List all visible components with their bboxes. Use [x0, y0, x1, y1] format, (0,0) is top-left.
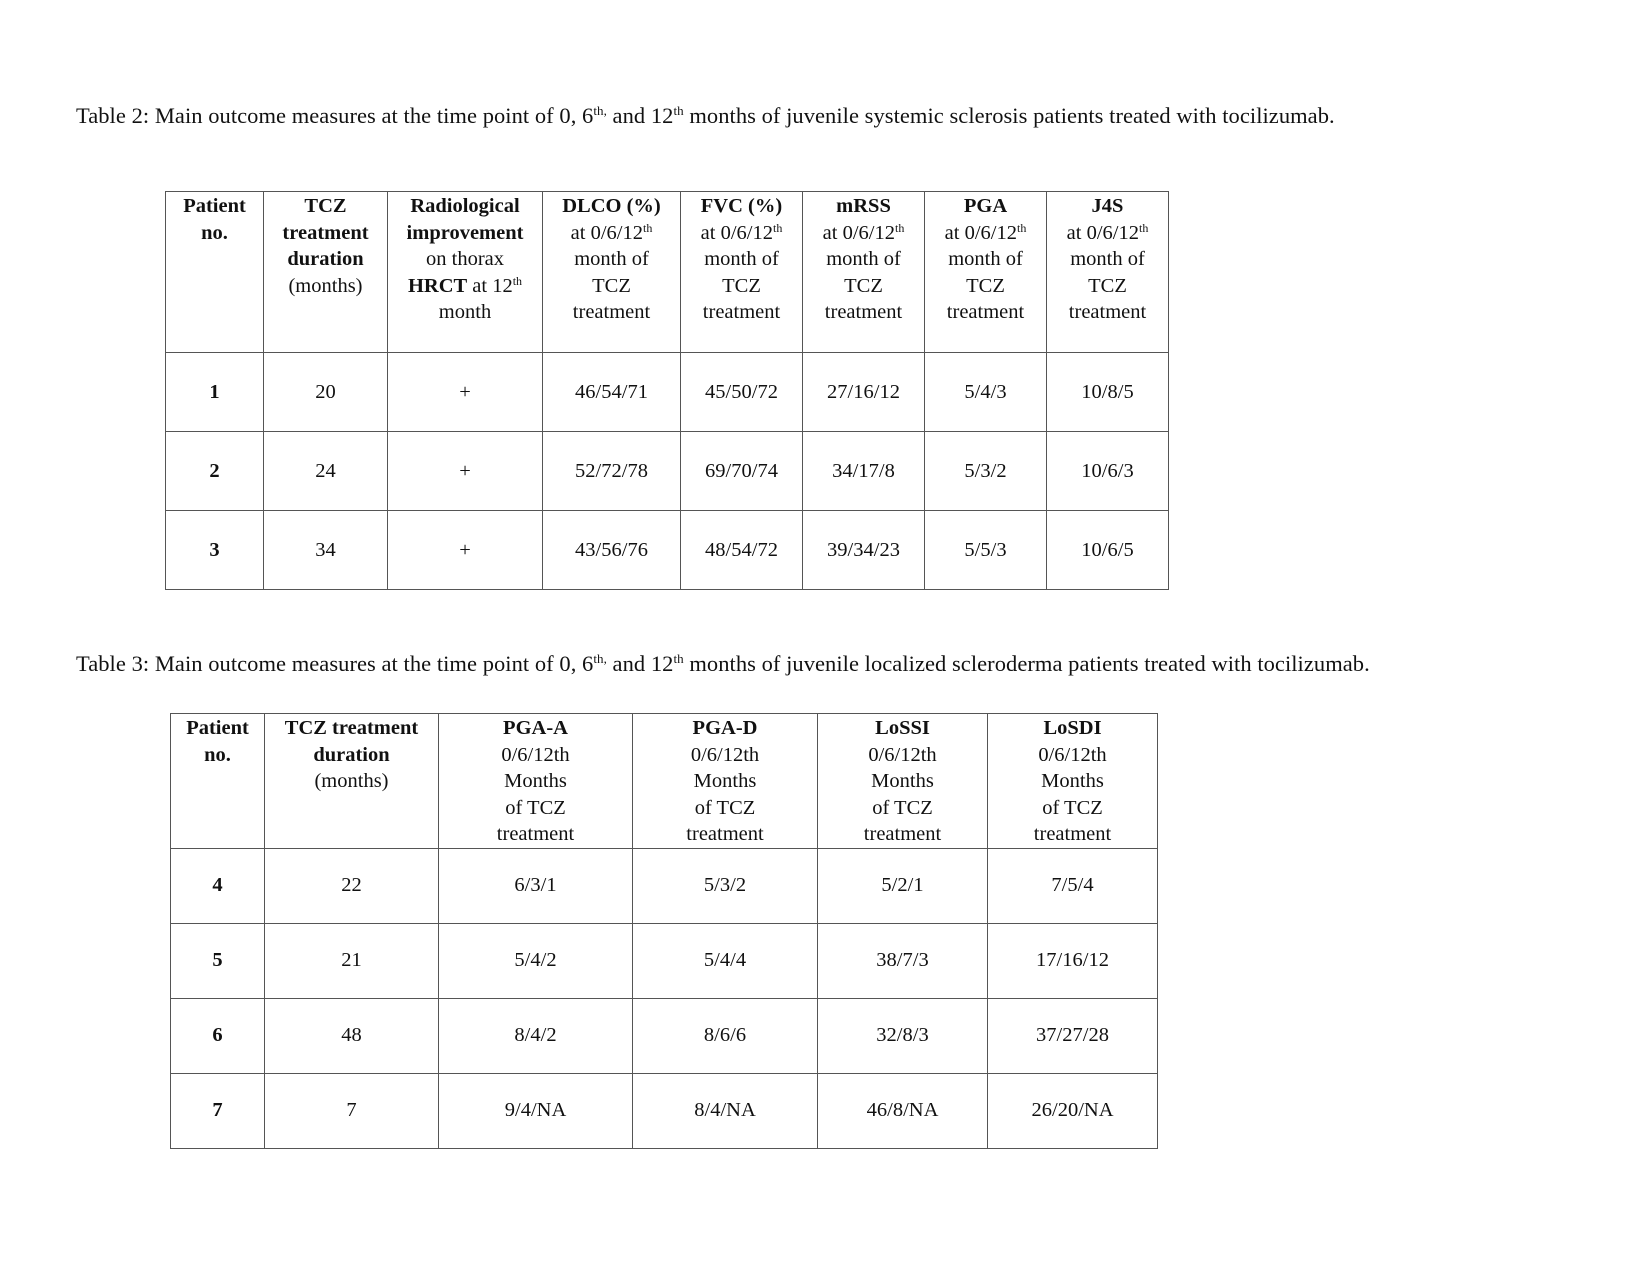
header-text: TCZ treatment [284, 717, 419, 739]
header-text: at 0/6/12 [822, 221, 895, 244]
cell-pga-a: 6/3/1 [439, 848, 633, 923]
header-radiological-improvement [388, 192, 543, 353]
header-text: at 0/6/12 [570, 221, 643, 244]
cell-losdi: 17/16/12 [988, 923, 1158, 998]
header-lossi [818, 714, 988, 849]
cell-tcz: 7 [265, 1073, 439, 1148]
cell-mrss: 39/34/23 [803, 511, 925, 590]
caption-text: months of juvenile systemic sclerosis patients treated with tocilizumab. [683, 103, 1335, 128]
table-row [171, 923, 1158, 998]
header-text: at 0/6/12 [1066, 221, 1139, 244]
header-tcz-duration [264, 192, 388, 353]
header-j4s [1047, 192, 1169, 353]
table-row [171, 998, 1158, 1073]
cell-dlco: 43/56/76 [543, 511, 681, 590]
header-text: th [772, 220, 783, 235]
cell-tcz: 22 [265, 848, 439, 923]
cell-radio: + [388, 432, 543, 511]
header-text: at 0/6/12 [700, 221, 773, 244]
header-text: LoSSI [875, 717, 930, 739]
header-text: duration [313, 743, 390, 766]
header-text: Patient [186, 717, 249, 739]
cell-patient: 3 [166, 511, 264, 590]
cell-pga: 5/3/2 [925, 432, 1047, 511]
table2-caption [76, 103, 1335, 129]
header-text: Months [1041, 770, 1104, 792]
header-text: duration [287, 248, 364, 270]
header-text: FVC (%) [700, 195, 783, 217]
table-row [166, 511, 1169, 590]
cell-tcz: 48 [265, 998, 439, 1073]
header-text: of TCZ [505, 796, 566, 819]
header-pga [925, 192, 1047, 353]
header-text: month of [826, 248, 901, 270]
header-text: PGA [963, 195, 1008, 217]
cell-pga-d: 8/4/NA [633, 1073, 818, 1148]
header-text: mRSS [836, 195, 891, 217]
header-text: month of [574, 248, 649, 270]
header-text: of TCZ [872, 796, 933, 819]
header-text: TCZ [844, 274, 883, 297]
caption-superscript: th, [593, 103, 607, 118]
table3-header-row [171, 714, 1158, 849]
cell-losdi: 37/27/28 [988, 998, 1158, 1073]
header-text: PGA-A [503, 717, 568, 739]
header-text: no. [201, 221, 228, 244]
header-text: 0/6/12th [501, 743, 570, 766]
header-text: Patient [183, 195, 246, 217]
header-text: (months) [288, 274, 363, 297]
header-text: (months) [314, 770, 389, 792]
caption-text: and 12 [606, 103, 674, 128]
cell-pga: 5/5/3 [925, 511, 1047, 590]
header-text: month of [704, 248, 779, 270]
header-text: treatment [1068, 301, 1147, 323]
header-text: Months [871, 770, 934, 792]
header-text: th [1138, 220, 1149, 235]
header-text: TCZ [592, 274, 631, 297]
table-row [171, 1073, 1158, 1148]
header-text: th [1016, 220, 1027, 235]
header-text: at 12 [467, 274, 513, 297]
cell-tcz: 20 [264, 353, 388, 432]
header-text: TCZ [966, 274, 1005, 297]
header-text: DLCO (%) [562, 195, 661, 217]
cell-tcz: 21 [265, 923, 439, 998]
cell-patient: 1 [166, 353, 264, 432]
caption-text: Table 3: Main outcome measures at the time point of 0, 6 [76, 651, 594, 676]
header-text: month [438, 301, 492, 323]
header-text: 0/6/12th [868, 743, 937, 766]
cell-pga-d: 5/3/2 [633, 848, 818, 923]
cell-patient: 2 [166, 432, 264, 511]
header-dlco [543, 192, 681, 353]
cell-fvc: 69/70/74 [681, 432, 803, 511]
header-text: month of [1070, 248, 1145, 270]
table3-caption [76, 651, 1370, 677]
header-text: of TCZ [1042, 796, 1103, 819]
header-text: 0/6/12th [1038, 743, 1107, 766]
header-fvc [681, 192, 803, 353]
cell-fvc: 48/54/72 [681, 511, 803, 590]
header-text: th [512, 273, 523, 288]
header-text: Radiological [410, 195, 520, 217]
cell-losdi: 7/5/4 [988, 848, 1158, 923]
cell-tcz: 34 [264, 511, 388, 590]
caption-superscript: th [673, 651, 684, 666]
caption-superscript: th [673, 103, 684, 118]
header-text: PGA-D [692, 717, 758, 739]
header-text: 0/6/12th [690, 743, 760, 766]
cell-patient: 6 [171, 998, 265, 1073]
cell-pga: 5/4/3 [925, 353, 1047, 432]
caption-text: and 12 [606, 651, 674, 676]
header-text: TCZ [722, 274, 761, 297]
cell-mrss: 34/17/8 [803, 432, 925, 511]
cell-lossi: 46/8/NA [818, 1073, 988, 1148]
table2-header-row [166, 192, 1169, 353]
header-patient-no [166, 192, 264, 353]
caption-superscript: th, [593, 651, 607, 666]
table-row [166, 353, 1169, 432]
cell-dlco: 52/72/78 [543, 432, 681, 511]
caption-text: Table 2: Main outcome measures at the time point of 0, 6 [76, 103, 594, 128]
header-losdi [988, 714, 1158, 849]
header-text: of TCZ [694, 796, 756, 819]
header-text: Months [693, 770, 757, 792]
header-text: th [642, 220, 653, 235]
header-mrss [803, 192, 925, 353]
table-row [171, 848, 1158, 923]
header-text: th [894, 220, 905, 235]
header-tcz-duration [265, 714, 439, 849]
cell-fvc: 45/50/72 [681, 353, 803, 432]
cell-pga-d: 5/4/4 [633, 923, 818, 998]
header-text: on thorax [426, 248, 504, 270]
cell-pga-a: 5/4/2 [439, 923, 633, 998]
cell-j4s: 10/8/5 [1047, 353, 1169, 432]
cell-tcz: 24 [264, 432, 388, 511]
header-text: HRCT [407, 274, 468, 297]
cell-losdi: 26/20/NA [988, 1073, 1158, 1148]
header-text: at 0/6/12 [944, 221, 1017, 244]
cell-dlco: 46/54/71 [543, 353, 681, 432]
header-pga-d [633, 714, 818, 849]
header-text: treatment [496, 823, 575, 845]
header-text: treatment [863, 823, 942, 845]
cell-patient: 4 [171, 848, 265, 923]
header-text: treatment [1033, 823, 1112, 845]
cell-j4s: 10/6/3 [1047, 432, 1169, 511]
header-text: treatment [282, 221, 369, 244]
header-text: improvement [406, 221, 524, 244]
cell-pga-a: 9/4/NA [439, 1073, 633, 1148]
cell-j4s: 10/6/5 [1047, 511, 1169, 590]
header-pga-a [439, 714, 633, 849]
cell-patient: 5 [171, 923, 265, 998]
header-text: LoSDI [1043, 717, 1102, 739]
header-text: treatment [824, 301, 903, 323]
cell-radio: + [388, 511, 543, 590]
cell-mrss: 27/16/12 [803, 353, 925, 432]
table3-localized-scleroderma [170, 713, 1158, 1149]
cell-radio: + [388, 353, 543, 432]
cell-pga-d: 8/6/6 [633, 998, 818, 1073]
header-text: treatment [686, 823, 764, 845]
header-patient-no [171, 714, 265, 849]
cell-patient: 7 [171, 1073, 265, 1148]
cell-lossi: 38/7/3 [818, 923, 988, 998]
header-text: month of [948, 248, 1023, 270]
header-text: no. [204, 743, 231, 766]
cell-lossi: 32/8/3 [818, 998, 988, 1073]
header-text: treatment [572, 301, 651, 323]
header-text: treatment [946, 301, 1025, 323]
table2-systemic-sclerosis [165, 191, 1169, 590]
header-text: TCZ [1088, 274, 1127, 297]
header-text: J4S [1091, 195, 1124, 217]
caption-text: months of juvenile localized scleroderma patients treated with tocilizumab. [683, 651, 1370, 676]
header-text: treatment [702, 301, 781, 323]
cell-lossi: 5/2/1 [818, 848, 988, 923]
table-row [166, 432, 1169, 511]
header-text: Months [504, 770, 567, 792]
header-text: TCZ [304, 195, 347, 217]
cell-pga-a: 8/4/2 [439, 998, 633, 1073]
